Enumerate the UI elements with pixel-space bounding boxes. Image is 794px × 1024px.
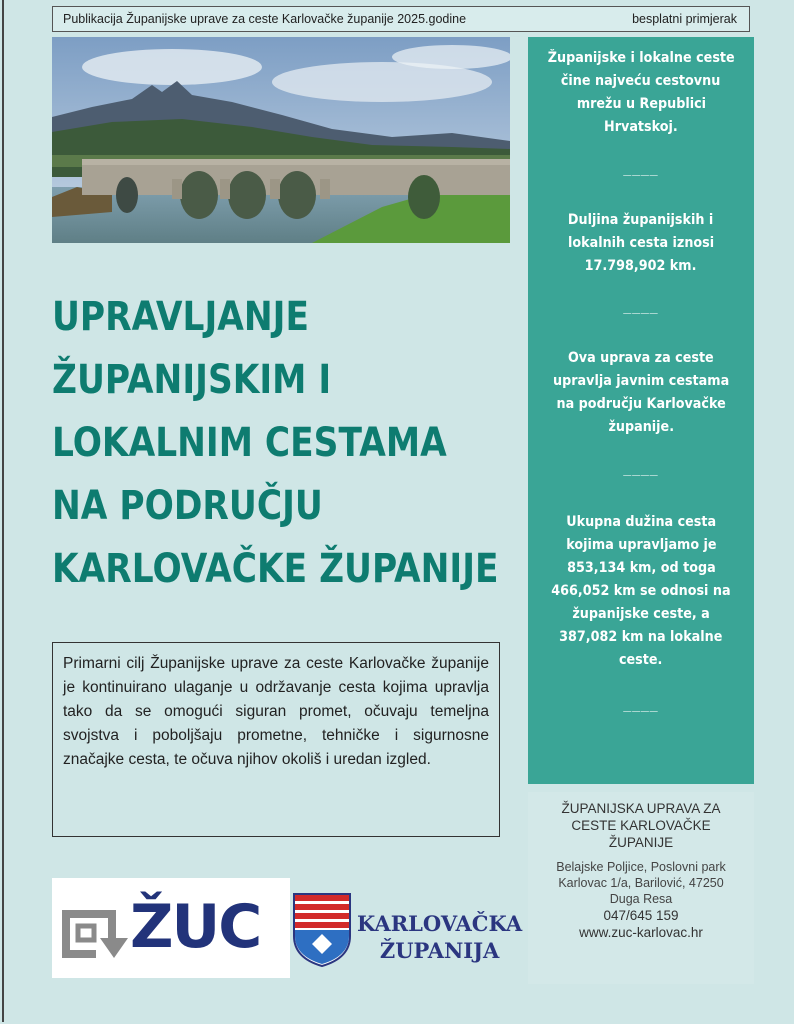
county-coat-of-arms-icon	[292, 892, 352, 968]
county-logo-text	[357, 910, 522, 964]
phone-number: 047/645 159	[603, 908, 679, 923]
title-line: NA PODRUČJU	[52, 483, 323, 529]
address-line: Duga Resa	[609, 892, 673, 906]
title-line: UPRAVLJANJE	[52, 294, 309, 340]
fact-block-total	[528, 511, 754, 672]
separator: ____	[623, 299, 659, 315]
fact-line: ceste.	[619, 652, 663, 668]
fact-line: lokalnih cesta iznosi	[567, 235, 715, 251]
free-copy-label: besplatni primjerak	[632, 12, 737, 26]
fact-line: Ova uprava za ceste	[568, 350, 714, 366]
org-line: ŽUPANIJSKA UPRAVA ZA	[561, 801, 721, 816]
logos-area	[52, 878, 523, 978]
org-line: CESTE KARLOVAČKE	[571, 818, 711, 833]
fact-line: županije.	[608, 419, 674, 435]
facts-sidebar	[528, 37, 754, 784]
fact-line: čine najveću cestovnu	[561, 73, 721, 89]
fact-line: Duljina županijskih i	[568, 212, 714, 228]
fact-block-network	[528, 47, 754, 139]
address	[528, 859, 754, 907]
county-line: ŽUPANIJA	[379, 938, 500, 963]
address-line: Karlovac 1/a, Barilović, 47250	[558, 876, 724, 890]
address-line: Belajske Poljice, Poslovni park	[556, 860, 726, 874]
fact-line: upravlja javnim cestama	[552, 373, 730, 389]
zuc-logo	[52, 878, 290, 978]
fact-block-length	[528, 209, 754, 278]
intro-paragraph: Primarni cilj Županijske uprave za ceste Karlovačke županije je kontinuirano ulaganje u održavanje cesta kojima upravlja tako da se omogući siguran promet, očuvaju temeljna svojstva i poboljšaju prometne, tehničke i sigurnosne značajke cesta, te očuva njihov okoliš i uredan izgled.	[52, 642, 500, 837]
bridge-photo	[52, 37, 510, 243]
publication-text: Publikacija Županijske uprave za ceste Karlovačke županije 2025.godine	[63, 12, 467, 26]
fact-line: 853,134 km, od toga	[566, 560, 716, 576]
fact-line: 17.798,902 km.	[585, 258, 697, 274]
title-line: ŽUPANIJSKIM I	[52, 357, 332, 403]
main-title	[52, 286, 499, 601]
fact-line: kojima upravljamo je	[565, 537, 717, 553]
title-line: LOKALNIM CESTAMA	[52, 420, 447, 466]
publication-header	[52, 6, 750, 32]
fact-block-management	[528, 347, 754, 439]
organization-name	[528, 800, 754, 851]
separator: ____	[623, 161, 659, 177]
website-link[interactable]: www.zuc-karlovac.hr	[579, 925, 703, 940]
zuc-logo-text: ŽUC	[130, 892, 261, 962]
separator: ____	[623, 461, 659, 477]
fact-line: mrežu u Republici	[576, 96, 706, 112]
fact-line: 466,052 km se odnosi na	[551, 583, 731, 599]
county-line: KARLOVAČKA	[357, 911, 523, 936]
fact-line: Ukupna dužina cesta	[566, 514, 716, 530]
fact-line: 387,082 km na lokalne	[559, 629, 723, 645]
separator: ____	[623, 697, 659, 713]
fact-line: Županijske i lokalne ceste	[547, 50, 735, 66]
org-line: ŽUPANIJE	[608, 835, 674, 850]
fact-line: Hrvatskoj.	[604, 119, 678, 135]
fact-line: na području Karlovačke	[556, 396, 726, 412]
title-line: KARLOVAČKE ŽUPANIJE	[52, 546, 499, 592]
fact-line: županijske ceste, a	[572, 606, 710, 622]
bridge-landscape-image	[52, 37, 510, 243]
zuc-arrow-icon	[56, 878, 136, 978]
contact-box	[528, 792, 754, 984]
